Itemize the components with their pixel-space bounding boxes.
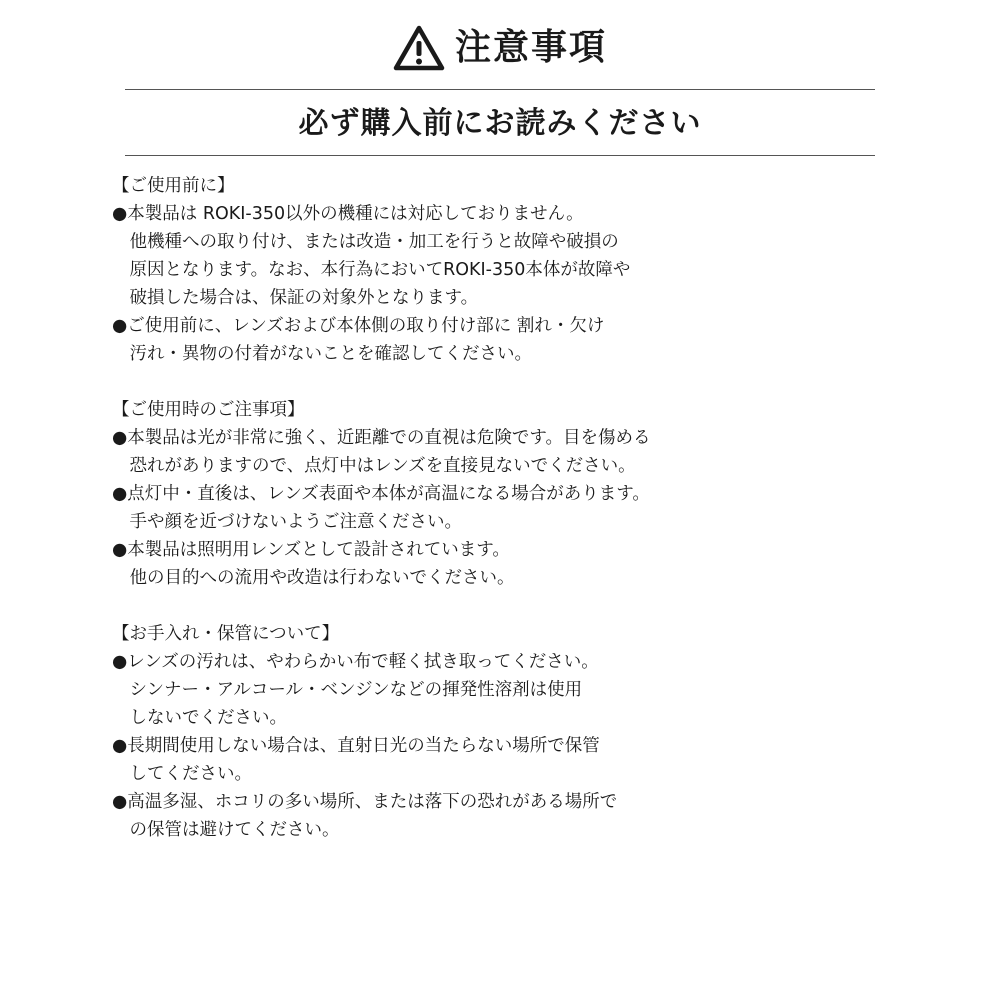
bullet-item-line: ●点灯中・直後は、レンズ表面や本体が高温になる場合があります。 bbox=[112, 484, 650, 504]
bullet-item-line: ●レンズの汚れは、やわらかい布で軽く拭き取ってください。 bbox=[112, 652, 599, 672]
bullet-item-line: 他の目的への流用や改造は行わないでください。 bbox=[112, 568, 515, 588]
bullet-item-line: の保管は避けてください。 bbox=[112, 820, 340, 840]
bullet-item-line: 汚れ・異物の付着がないことを確認してください。 bbox=[112, 344, 532, 364]
bullet-item-line: 他機種への取り付け、または改造・加工を行うと故障や破損の bbox=[112, 232, 619, 252]
bullet-item bbox=[112, 732, 752, 788]
bullet-item-line: 原因となります。なお、本行為においてROKI-350本体が故障や bbox=[112, 260, 631, 280]
bullet-item-line: 手や顔を近づけないようご注意ください。 bbox=[112, 512, 462, 532]
warning-triangle-icon bbox=[393, 24, 445, 72]
bullet-item-line: してください。 bbox=[112, 764, 252, 784]
bullet-item bbox=[112, 312, 752, 368]
bullet-item bbox=[112, 424, 752, 480]
header bbox=[0, 22, 1000, 74]
bullet-item-line: ●本製品は照明用レンズとして設計されています。 bbox=[112, 540, 510, 560]
bullet-item-line: ●本製品は光が非常に強く、近距離での直視は危険です。目を傷める bbox=[112, 428, 651, 448]
subtitle: 必ず購入前にお読みください bbox=[298, 106, 702, 141]
section-title: 【ご使用前に】 bbox=[112, 176, 235, 196]
bullet-item-line: シンナー・アルコール・ベンジンなどの揮発性溶剤は使用 bbox=[112, 680, 583, 700]
bullet-item-line: ●長期間使用しない場合は、直射日光の当たらない場所で保管 bbox=[112, 736, 600, 756]
notice-section bbox=[112, 620, 752, 844]
bullet-item-line: ●高温多湿、ホコリの多い場所、または落下の恐れがある場所で bbox=[112, 792, 618, 812]
notice-section bbox=[112, 396, 752, 592]
bullet-item bbox=[112, 480, 752, 536]
section-title: 【お手入れ・保管について】 bbox=[112, 624, 340, 644]
bullet-item-line: 破損した場合は、保証の対象外となります。 bbox=[112, 288, 479, 308]
bullet-item-line: ●ご使用前に、レンズおよび本体側の取り付け部に 割れ・欠け bbox=[112, 316, 605, 336]
notice-content bbox=[112, 172, 752, 872]
bullet-item-line: ●本製品は ROKI-350以外の機種には対応しておりません。 bbox=[112, 204, 584, 224]
bullet-item bbox=[112, 536, 752, 592]
bullet-item bbox=[112, 648, 752, 732]
bullet-item-line: 恐れがありますので、点灯中はレンズを直接見ないでください。 bbox=[112, 456, 636, 476]
section-title: 【ご使用時のご注事項】 bbox=[112, 400, 305, 420]
page-title: 注意事項 bbox=[454, 27, 607, 68]
bullet-item bbox=[112, 200, 752, 312]
divider-top bbox=[125, 89, 875, 90]
notice-section bbox=[112, 172, 752, 368]
bullet-item-line: しないでください。 bbox=[112, 708, 287, 728]
divider-bottom bbox=[125, 155, 875, 156]
header-inner bbox=[393, 24, 607, 72]
bullet-item bbox=[112, 788, 752, 844]
